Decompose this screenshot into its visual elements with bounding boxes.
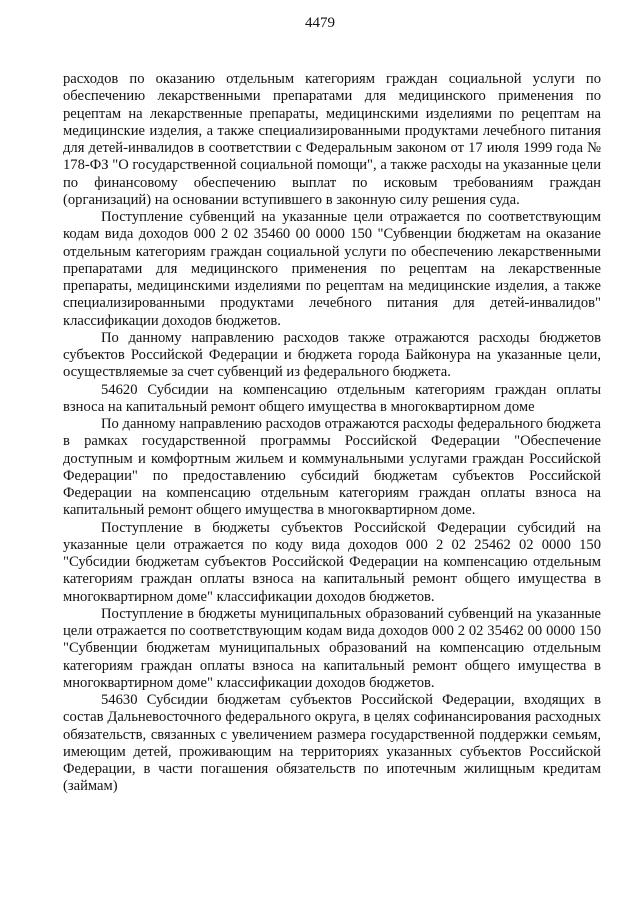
document-body (63, 71, 601, 796)
paragraph: По данному направлению расходов отражаются расходы федерального бюджета в рамках государственной программы Российской Федерации "Обеспечение доступным и комфортным жильем и коммунальными услугами граждан Российской Федерации" по предоставлению субсидий бюджетам субъектов Российской Федерации на компенсацию отдельным категориям граждан оплаты взноса на капитальный ремонт общего имущества в многоквартирном доме. (63, 416, 601, 519)
paragraph: По данному направлению расходов также отражаются расходы бюджетов субъектов Российской Федерации и бюджета города Байконура на указанные цели, осуществляемые за счет субвенций из федерального бюджета. (63, 329, 601, 381)
section-heading-54620: 54620 Субсидии на компенсацию отдельным категориям граждан оплаты взноса на капитальный ремонт общего имущества в многоквартирном доме (63, 381, 601, 415)
page-number: 4479 (305, 15, 335, 31)
paragraph: Поступление в бюджеты субъектов Российской Федерации субсидий на указанные цели отражается по коду вида доходов 000 2 02 25462 02 0000 150 "Субсидии бюджетам субъектов Российской Федерации на компенсацию отдельным категориям граждан оплаты взноса на капитальный ремонт общего имущества в многоквартирном доме" классификации доходов бюджетов. (63, 519, 601, 605)
section-heading-54630: 54630 Субсидии бюджетам субъектов Российской Федерации, входящих в состав Дальневосточного федерального округа, в целях софинансирования расходных обязательств, связанных с увеличением размера государственной поддержки семьям, имеющим детей, проживающим на территориях указанных субъектов Российской Федерации, в части погашения обязательств по ипотечным жилищным кредитам (займам) (63, 692, 601, 795)
paragraph: Поступление субвенций на указанные цели отражается по соответствующим кодам вида доходов 000 2 02 35460 00 0000 150 "Субвенции бюджетам на оказание отдельным категориям граждан социальной услуги по обеспечению лекарственными препаратами для медицинского применения по рецептам на лекарственные препараты, медицинскими изделиями по рецептам на медицинские изделия, а также специализированными продуктами лечебного питания для детей-инвалидов" классификации доходов бюджетов. (63, 209, 601, 329)
paragraph: Поступление в бюджеты муниципальных образований субвенций на указанные цели отражается по соответствующим кодам вида доходов 000 2 02 35462 00 0000 150 "Субвенции бюджетам муниципальных образований на компенсацию отдельным категориям граждан оплаты взноса на капитальный ремонт общего имущества в многоквартирном доме" классификации доходов бюджетов. (63, 605, 601, 691)
paragraph: расходов по оказанию отдельным категориям граждан социальной услуги по обеспечению лекарственными препаратами для медицинского применения по рецептам на лекарственные препараты, медицинскими изделиями по рецептам на медицинские изделия, а также специализированными продуктами лечебного питания для детей-инвалидов в соответствии с Федеральным законом от 17 июля 1999 года № 178-ФЗ "О государственной социальной помощи", а также расходы на указанные цели по финансовому обеспечению выплат по исковым требованиям граждан (организаций) на основании вступившего в законную силу решения суда. (63, 71, 601, 208)
